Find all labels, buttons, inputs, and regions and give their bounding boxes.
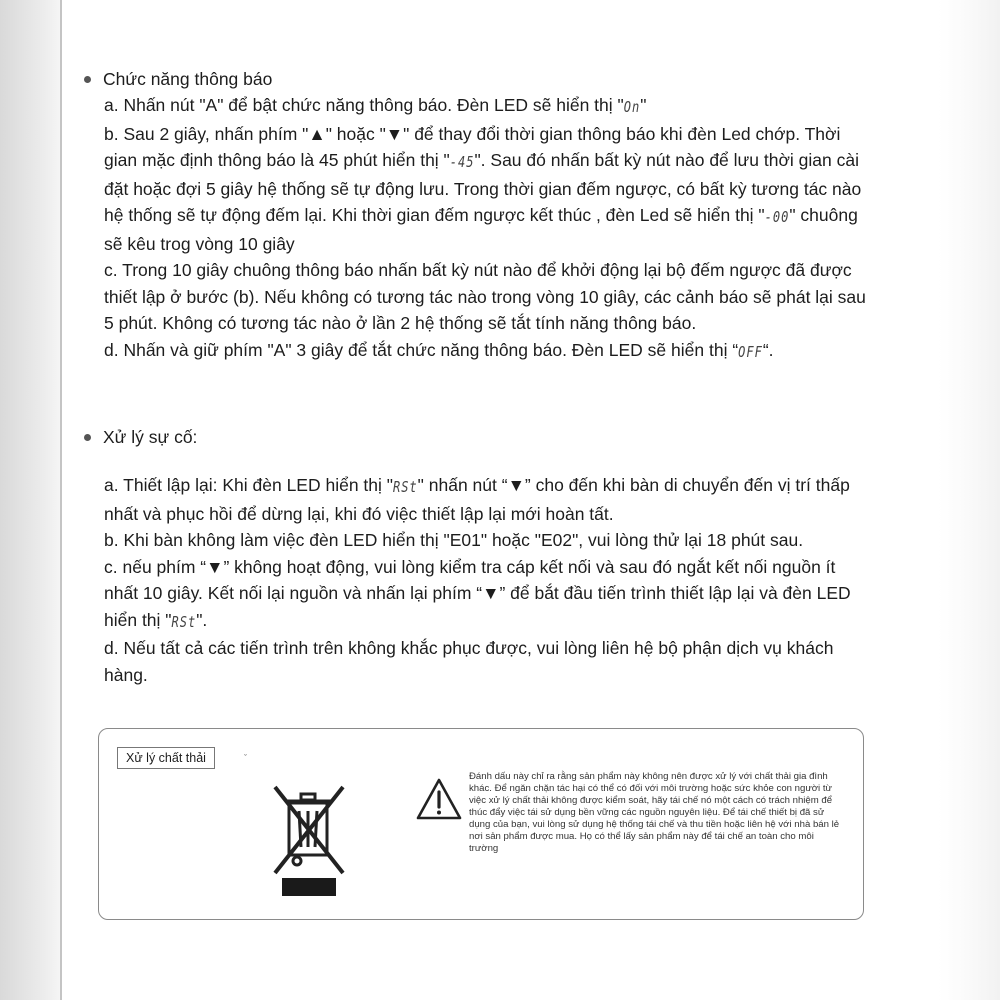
troubleshooting-step-b: b. Khi bàn không làm việc đèn LED hiển thị "E01" hoặc "E02", vui lòng thử lại 18 phút sau. bbox=[104, 530, 804, 550]
notification-section bbox=[84, 66, 874, 365]
down-arrow-icon: ▼ bbox=[385, 123, 404, 144]
ts-c-text-1: c. nếu phím “ bbox=[104, 556, 207, 577]
notification-heading bbox=[84, 66, 874, 92]
step-d-text-end: “. bbox=[762, 339, 774, 360]
notification-step-a bbox=[84, 92, 874, 121]
caret-icon: ˇ bbox=[244, 753, 247, 763]
ts-c-text-2: ” không hoạt động, vui lòng kiểm tra cáp kết nối và sau đó ngắt kết nối nguồn ít nhất 10 giây. Kết nối lại nguồn và nhấn lại phím “ bbox=[104, 556, 836, 603]
troubleshooting-step-a bbox=[84, 472, 874, 527]
ts-c-text-4: ". bbox=[196, 609, 208, 630]
bullet-icon bbox=[84, 434, 91, 441]
step-b-text-1: b. Sau 2 giây, nhấn phím " bbox=[104, 123, 309, 144]
notification-step-d bbox=[84, 337, 874, 366]
warning-triangle-icon bbox=[415, 777, 463, 821]
down-arrow-icon: ▼ bbox=[206, 556, 224, 577]
down-arrow-icon: ▼ bbox=[482, 583, 500, 603]
step-b-text-3: " để thay đổi thời gian thông báo khi đèn Led chớp. Thời gian mặc định thông báo là 45 phút hiển thị " bbox=[104, 123, 841, 170]
scan-page-shadow bbox=[938, 0, 1000, 1000]
solid-bar-icon bbox=[282, 878, 336, 896]
step-a-text: a. Nhấn nút "A" để bật chức năng thông báo. Đèn LED sẽ hiển thị " bbox=[104, 95, 624, 115]
notification-step-b bbox=[84, 121, 874, 258]
led-display-rst: RSt bbox=[171, 612, 197, 631]
step-a-text-end: " bbox=[640, 95, 647, 115]
waste-disposal-tag: Xử lý chất thải bbox=[117, 747, 215, 769]
waste-disposal-text: Đánh dấu này chỉ ra rằng sản phẩm này không nên được xử lý với chất thải gia đình khác. Để ngăn chặn tác hại có thể có đối với môi trường hoặc sức khỏe con người từ việc xử lý chất thải không được kiểm soát, hãy tái chế nó một cách có trách nhiệm để thúc đẩy việc tái sử dụng bền vững các nguồn nguyên liệu. Để tái chế thiết bị đã sử dụng của bạn, vui lòng sử dụng hệ thống tái chế và thu tiền hoặc liên hệ với nhà bán lẻ nơi sản phẩm được mua. Họ có thể lấy sản phẩm này để tái chế an toàn cho môi trường bbox=[469, 771, 840, 854]
bullet-icon bbox=[84, 76, 91, 83]
scan-page-edge bbox=[0, 0, 62, 1000]
waste-disposal-box bbox=[98, 728, 864, 920]
led-display-off: OFF bbox=[738, 342, 763, 361]
step-b-text-5: " chuông sẽ kêu trog vòng 10 giây bbox=[104, 205, 858, 254]
led-display-00: -00 bbox=[764, 208, 790, 226]
crossed-out-wheelie-bin-icon bbox=[271, 781, 347, 881]
up-arrow-icon: ▲ bbox=[308, 123, 326, 144]
troubleshooting-step-c bbox=[84, 554, 874, 636]
step-d-text: d. Nhấn và giữ phím "A" 3 giây để tắt chức năng thông báo. Đèn LED sẽ hiển thị “ bbox=[104, 339, 739, 360]
ts-a-text-1: a. Thiết lập lại: Khi đèn LED hiển thị " bbox=[104, 475, 393, 495]
down-arrow-icon: ▼ bbox=[507, 475, 525, 495]
ts-a-text-2: " nhấn nút “ bbox=[417, 475, 508, 495]
notification-heading-text: Chức năng thông báo bbox=[103, 69, 273, 89]
ts-c-text-3: ” để bắt đầu tiến trình thiết lập lại và đèn LED hiển thị " bbox=[104, 583, 851, 630]
troubleshooting-heading-text: Xử lý sự cố: bbox=[103, 427, 198, 447]
step-b-text-2: " hoặc " bbox=[325, 123, 386, 144]
step-b-text-4: ". Sau đó nhấn bất kỳ nút nào để lưu thời gian cài đặt hoặc đợi 5 giây hệ thống sẽ tự động lưu. Trong thời gian đếm ngược, có bất kỳ tương tác nào hệ thống sẽ tự động đếm lại. Khi thời gian đếm ngược kết thúc , đèn Led sẽ hiển thị " bbox=[104, 150, 862, 225]
troubleshooting-heading bbox=[84, 424, 874, 450]
led-display-on: On bbox=[623, 98, 641, 116]
led-display-rst: RSt bbox=[392, 478, 418, 496]
troubleshooting-step-d: d. Nếu tất cả các tiến trình trên không khắc phục được, vui lòng liên hệ bộ phận dịch vụ khách hàng. bbox=[104, 638, 834, 685]
troubleshooting-section bbox=[84, 424, 874, 688]
ts-a-text-3: ” cho đến khi bàn di chuyển đến vị trí thấp nhất và phục hồi để dừng lại, khi đó việc thiết lập lại mới hoàn tất. bbox=[104, 475, 850, 524]
notification-step-c: c. Trong 10 giây chuông thông báo nhấn bất kỳ nút nào để khởi động lại bộ đếm ngược đã được thiết lập ở bước (b). Nếu không có tương tác nào trong vòng 10 giây, các cảnh báo sẽ phát lại sau 5 phút. Không có tương tác nào ở lần 2 hệ thống sẽ tắt tính năng thông báo. bbox=[104, 260, 866, 333]
led-display-45: -45 bbox=[449, 153, 475, 171]
